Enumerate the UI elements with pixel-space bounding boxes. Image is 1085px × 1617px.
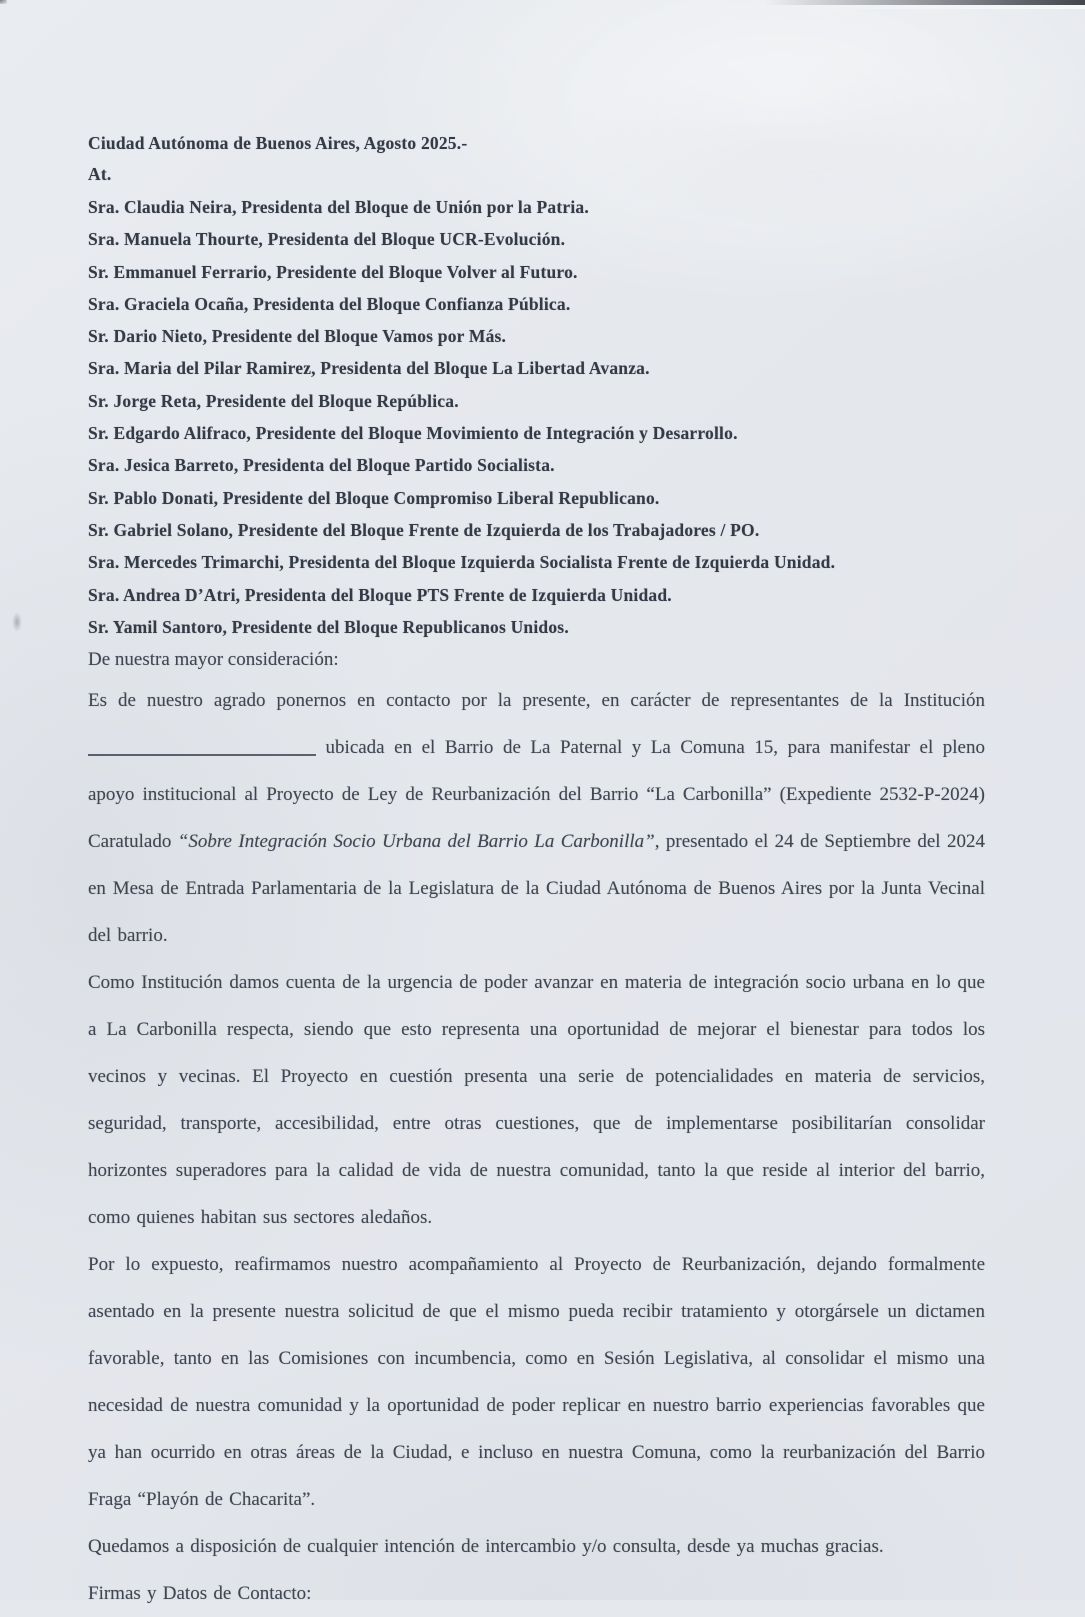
paragraph-intro-text-1: Es de nuestro agrado ponernos en contacto por la presente, en carácter de representantes de la Institución <box>88 690 985 712</box>
date-line: Ciudad Autónoma de Buenos Aires, Agosto 2025.- <box>88 133 468 153</box>
recipient-line: Sra. Mercedes Trimarchi, Presidenta del Bloque Izquierda Socialista Frente de Izquierda Unidad. <box>88 552 836 573</box>
recipient-line: Sr. Dario Nieto, Presidente del Bloque Vamos por Más. <box>88 326 507 347</box>
paragraph-urgency: Como Institución damos cuenta de la urgencia de poder avanzar en materia de integración socio urbana en lo que a La Carbonilla respecta, siendo que esto representa una oportunidad de mejorar el bienestar para todos los vecinos y vecinas. El Proyecto en cuestión presenta una serie de potencialidades en materia de servicios, seguridad, transporte, accesibilidad, entre otras cuestiones, que de implementarse posibilitarían consolidar horizontes superadores para la calidad de vida de nuestra comunidad, tanto la que reside al interior del barrio, como quienes habitan sus sectores aledaños. <box>88 972 985 1229</box>
corner-scan-mark <box>0 0 7 4</box>
signature-heading: Firmas y Datos de Contacto: <box>88 1583 312 1605</box>
scanner-edge-glow <box>785 5 1085 9</box>
left-margin-smudge <box>12 612 22 632</box>
recipient-line: Sr. Gabriel Solano, Presidente del Bloque Frente de Izquierda de los Trabajadores / PO. <box>88 519 760 540</box>
recipient-line: Sra. Graciela Ocaña, Presidenta del Bloque Confianza Pública. <box>88 293 571 314</box>
recipient-line: Sr. Pablo Donati, Presidente del Bloque Compromiso Liberal Republicano. <box>88 487 660 508</box>
recipient-list <box>88 191 985 643</box>
attention-line: At. <box>88 164 112 184</box>
blank-underline <box>88 752 316 756</box>
recipient-line: Sr. Emmanuel Ferrario, Presidente del Bloque Volver al Futuro. <box>88 261 578 282</box>
recipient-line: Sra. Jesica Barreto, Presidenta del Bloque Partido Socialista. <box>88 455 555 476</box>
paragraph-intro-text-2: ubicada en el Barrio de La Paternal y La Comuna 15, para manifestar el pleno apoyo institucional al Proyecto de Ley de Reurbanización del Barrio “La Carbonilla” (Expediente 2532-P-2024) Caratulado <box>88 737 985 853</box>
paragraph-request: Por lo expuesto, reafirmamos nuestro acompañamiento al Proyecto de Reurbanización, dejando formalmente asentado en la presente nuestra solicitud de que el mismo pueda recibir tratamiento y otorgársele un dictamen favorable, tanto en las Comisiones con incumbencia, como en Sesión Legislativa, al consolidar el mismo una necesidad de nuestra comunidad y la oportunidad de poder replicar en nuestro barrio experiencias favorables que ya han ocurrido en otras áreas de la Ciudad, e incluso en nuestra Comuna, como la reurbanización del Barrio Fraga “Playón de Chacarita”. <box>88 1254 985 1511</box>
recipient-line: Sr. Edgardo Alifraco, Presidente del Bloque Movimiento de Integración y Desarrollo. <box>88 423 738 444</box>
salutation-line: De nuestra mayor consideración: <box>88 649 339 671</box>
recipient-line: Sra. Claudia Neira, Presidenta del Bloque de Unión por la Patria. <box>88 197 589 217</box>
paragraph-intro-text-3: , presentado el 24 de Septiembre del 2024 en Mesa de Entrada Parlamentaria de la Legislatura de la Ciudad Autónoma de Buenos Aires por la Junta Vecinal del barrio. <box>88 831 985 947</box>
project-title-quote: “Sobre Integración Socio Urbana del Barrio La Carbonilla” <box>177 831 655 853</box>
recipient-line: Sra. Maria del Pilar Ramirez, Presidenta del Bloque La Libertad Avanza. <box>88 358 650 379</box>
recipient-line: Sra. Manuela Thourte, Presidenta del Bloque UCR-Evolución. <box>88 229 566 250</box>
recipient-line: Sra. Andrea D’Atri, Presidenta del Bloque PTS Frente de Izquierda Unidad. <box>88 584 672 605</box>
paragraph-intro <box>88 677 985 959</box>
recipient-line: Sr. Jorge Reta, Presidente del Bloque República. <box>88 390 459 411</box>
closing-line: Quedamos a disposición de cualquier intención de intercambio y/o consulta, desde ya muchas gracias. <box>88 1536 884 1558</box>
letter-content <box>88 128 985 1617</box>
recipient-line: Sr. Yamil Santoro, Presidente del Bloque Republicanos Unidos. <box>88 616 569 637</box>
